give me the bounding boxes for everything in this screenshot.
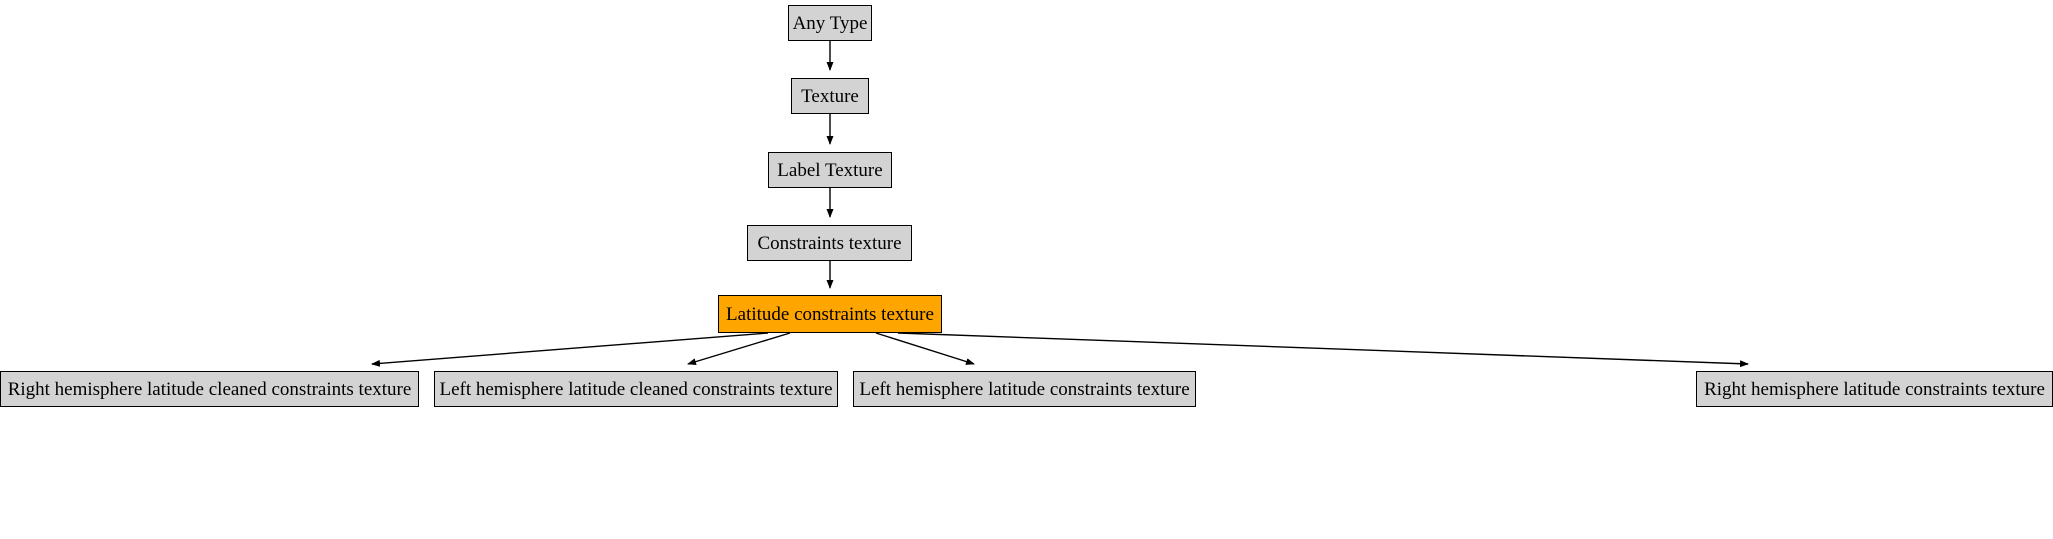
edge-latitude-to-right-hemisphere-cleaned	[372, 333, 768, 364]
node-constraints-texture[interactable]	[747, 225, 912, 261]
edge-latitude-to-left-hemisphere	[876, 333, 974, 364]
node-label: Latitude constraints texture	[726, 303, 934, 325]
node-label-texture[interactable]	[768, 152, 892, 188]
node-left-hemisphere-latitude-cleaned-constraints-texture[interactable]	[434, 371, 838, 407]
node-label: Constraints texture	[757, 232, 902, 254]
node-label: Right hemisphere latitude constraints texture	[1704, 378, 2045, 400]
node-texture[interactable]	[791, 78, 869, 114]
node-any-type[interactable]	[788, 5, 872, 41]
node-right-hemisphere-latitude-cleaned-constraints-texture[interactable]	[0, 371, 419, 407]
node-left-hemisphere-latitude-constraints-texture[interactable]	[853, 371, 1196, 407]
node-label: Left hemisphere latitude cleaned constraints texture	[439, 378, 833, 400]
edge-latitude-to-right-hemisphere	[898, 333, 1748, 364]
node-latitude-constraints-texture[interactable]	[718, 295, 942, 333]
node-label: Right hemisphere latitude cleaned constraints texture	[7, 378, 412, 400]
node-label: Texture	[801, 85, 859, 107]
node-label: Left hemisphere latitude constraints texture	[859, 378, 1190, 400]
node-label: Label Texture	[777, 159, 883, 181]
node-right-hemisphere-latitude-constraints-texture[interactable]	[1696, 371, 2053, 407]
edge-latitude-to-left-hemisphere-cleaned	[688, 333, 790, 364]
node-label: Any Type	[792, 12, 868, 34]
